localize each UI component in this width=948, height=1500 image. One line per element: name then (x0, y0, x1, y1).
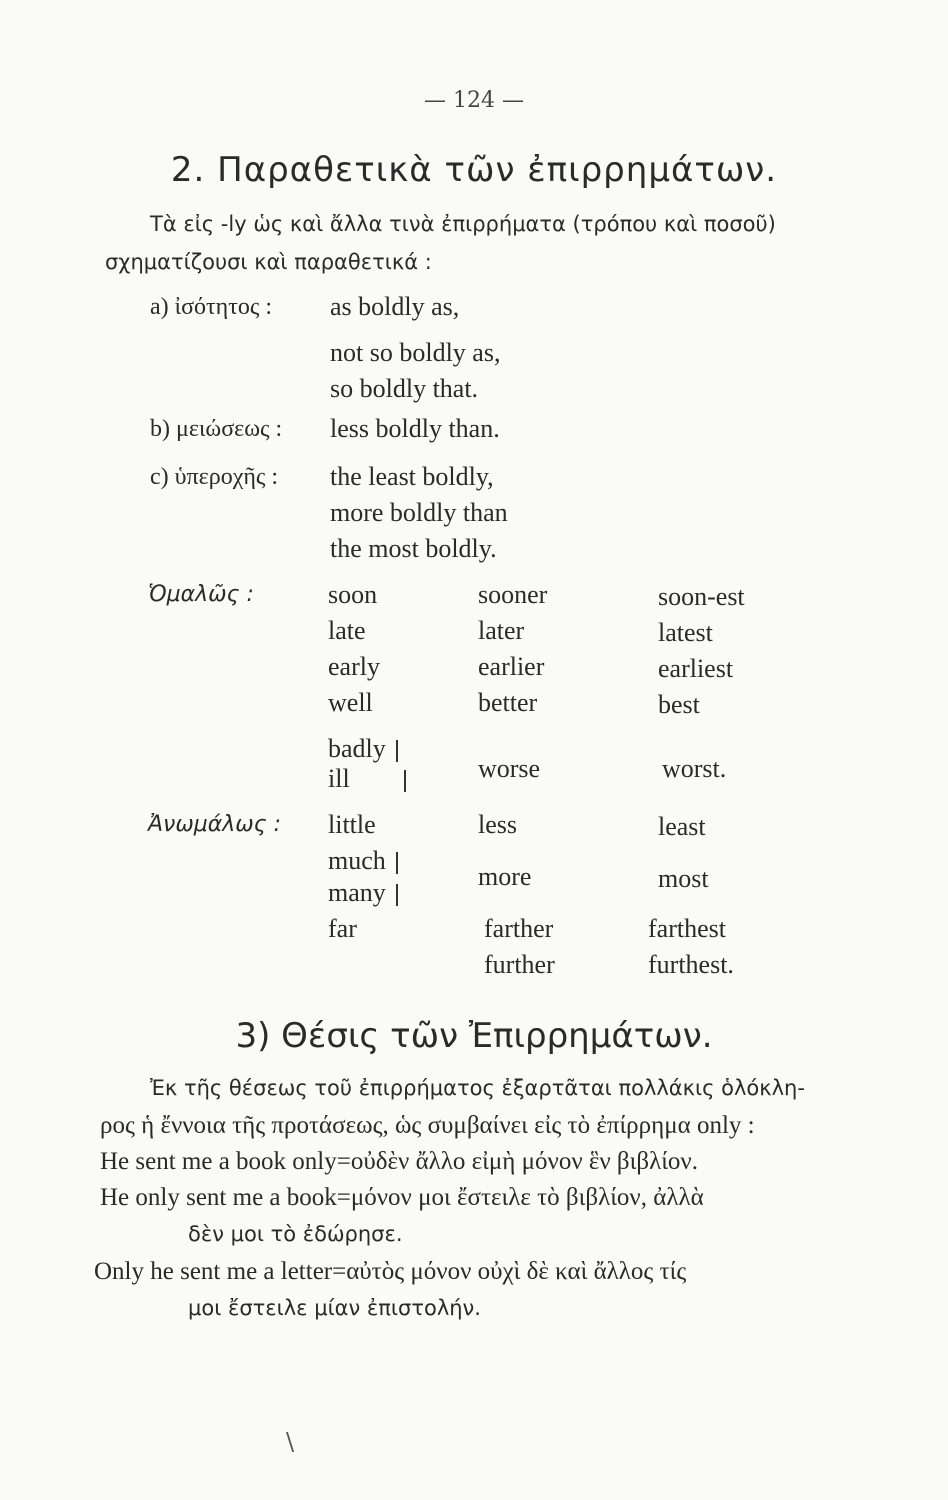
irregular-more: more (478, 862, 532, 891)
irregular-furthest: furthest. (648, 950, 734, 979)
section-3-line-2: ρος ἡ ἔννοια τῆς προτάσεως, ὡς συμβαίνει εἰς τὸ ἐπίρρημα only : (100, 1112, 755, 1139)
regular-superlative: soon-est (658, 582, 745, 611)
c-line-2: more boldly than (330, 498, 508, 527)
page-number: — 124 — (424, 88, 524, 113)
brace-bar (396, 740, 398, 762)
regular-positive: soon (328, 580, 378, 609)
section-3-line-1: Ἐκ τῆς θέσεως τοῦ ἐπιρρήματος ἐξαρτᾶται πολλάκις ὁλόκλη- (150, 1076, 805, 1100)
irregular-far: far (328, 914, 357, 943)
section-3-line-6: Only he sent me a letter=αὐτὸς μόνον οὐχὶ δὲ καὶ ἄλλος τίς (94, 1258, 687, 1285)
irregular-badly: badly (328, 734, 398, 764)
regular-superlative: best (658, 690, 700, 719)
irregular-farthest: farthest (648, 914, 726, 943)
irregular-many: many (328, 878, 398, 908)
irregular-worst: worst. (662, 754, 727, 783)
section-2-heading: 2. Παραθετικὰ τῶν ἐπιρρημάτων. (170, 150, 778, 190)
regular-comparative: better (478, 688, 538, 717)
irregular-label: Ἀνωμάλως : (148, 812, 282, 837)
brace-bar (404, 770, 406, 792)
irregular-farther: farther (484, 914, 554, 943)
brace-bar (396, 884, 398, 906)
a-line-3: so boldly that. (330, 374, 479, 403)
c-line-1: the least boldly, (330, 462, 494, 491)
a-line-1: as boldly as, (330, 292, 460, 321)
irregular-less: less (478, 810, 517, 839)
a-line-2: not so boldly as, (330, 338, 501, 367)
regular-comparative: earlier (478, 652, 545, 681)
regular-positive: early (328, 652, 380, 681)
label-b: b) μειώσεως : (150, 416, 283, 442)
regular-positive: late (328, 616, 366, 645)
intro-line-1: Τὰ εἰς -ly ὡς καὶ ἄλλα τινὰ ἐπιρρήματα (τρόπου καὶ ποσοῦ) (150, 212, 776, 236)
label-c: c) ὑπεροχῆς : (150, 464, 279, 490)
section-3-line-3: He sent me a book only=οὐδὲν ἄλλο εἰμὴ μόνον ἓν βιβλίον. (100, 1148, 698, 1175)
irregular-ill: ill (328, 764, 406, 794)
regular-comparative: later (478, 616, 525, 645)
irregular-least: least (658, 812, 706, 841)
stray-mark: \ (286, 1428, 295, 1456)
brace-bar (396, 852, 398, 874)
regular-comparative: sooner (478, 580, 548, 609)
section-3-line-5: δὲν μοι τὸ ἐδώρησε. (188, 1222, 403, 1246)
irregular-worse: worse (478, 754, 541, 783)
regular-label: Ὁμαλῶς : (148, 582, 254, 607)
irregular-much: much (328, 846, 398, 876)
section-3-line-4: He only sent me a book=μόνον μοι ἔστειλε τὸ βιβλίον, ἀλλὰ (100, 1184, 704, 1211)
section-3-heading: 3) Θέσις τῶν Ἐπιρρημάτων. (235, 1016, 713, 1056)
irregular-most: most (658, 864, 709, 893)
regular-positive: well (328, 688, 373, 717)
c-line-3: the most boldly. (330, 534, 497, 563)
regular-superlative: latest (658, 618, 713, 647)
irregular-little: little (328, 810, 376, 839)
intro-line-2: σχηματίζουσι καὶ παραθετικά : (105, 250, 432, 274)
section-3-line-7: μοι ἔστειλε μίαν ἐπιστολήν. (188, 1296, 481, 1320)
regular-superlative: earliest (658, 654, 734, 683)
irregular-further: further (484, 950, 555, 979)
b-line-1: less boldly than. (330, 414, 500, 443)
label-a: a) ἰσότητος : (150, 294, 273, 320)
